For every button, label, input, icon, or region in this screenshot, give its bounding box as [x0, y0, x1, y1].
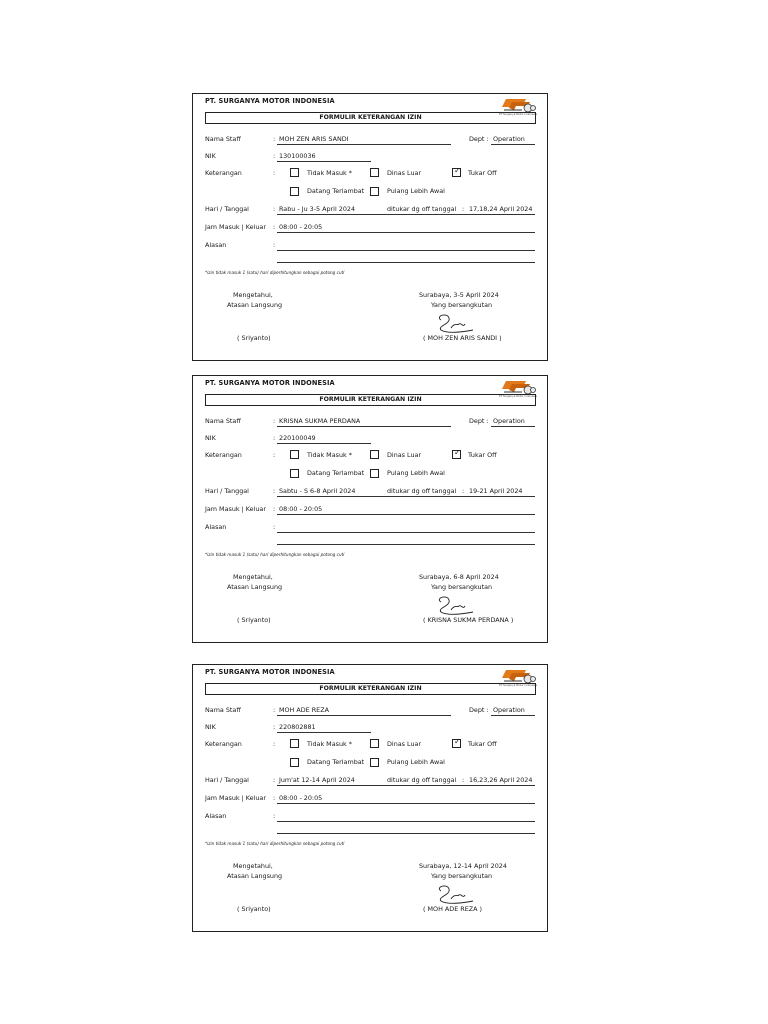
keterangan-colon: : [273, 451, 276, 459]
dept-underline [491, 715, 535, 716]
jam-label: Jam Masuk | Keluar [205, 223, 266, 231]
ditukar-value: 19-21 April 2024 [469, 487, 523, 495]
yang-bersangkutan-text: Yang bersangkutan [431, 872, 493, 880]
ditukar-value: 16,23,26 April 2024 [469, 776, 533, 784]
nama-staff-value: KRISNA SUKMA PERDANA [279, 417, 361, 425]
option-tukar-off-label: Tukar Off [468, 451, 497, 459]
form-title: FORMULIR KETERANGAN IZIN [205, 394, 536, 406]
nik-value: 220802881 [279, 723, 316, 731]
jam-label: Jam Masuk | Keluar [205, 794, 266, 802]
checkbox-tukar-off[interactable] [452, 739, 461, 748]
option-tukar-off-label: Tukar Off [468, 740, 497, 748]
keterangan-colon: : [273, 740, 276, 748]
nik-value: 220100049 [279, 434, 316, 442]
option-pulang-awal-label: Pulang Lebih Awal [387, 187, 445, 195]
ditukar-colon: : [462, 487, 465, 495]
nik-colon: : [273, 434, 276, 442]
jam-colon: : [273, 794, 276, 802]
checkbox-tidak-masuk[interactable] [290, 168, 299, 177]
nama-staff-value: MOH ZEN ARIS SANDI [279, 135, 349, 143]
logo-caption: PT Surganya Motor Indonesia [499, 684, 537, 687]
nik-underline [277, 443, 371, 444]
place-date-text: Surabaya, 6-8 April 2024 [419, 573, 499, 581]
option-tidak-masuk-label: Tidak Masuk * [307, 451, 352, 459]
hari-underline [277, 214, 535, 215]
checkbox-datang-terlambat[interactable] [290, 187, 299, 196]
nik-label: NIK [205, 723, 216, 731]
dept-value: Operation [493, 417, 525, 425]
nik-label: NIK [205, 434, 216, 442]
atasan-langsung-text: Atasan Langsung [227, 872, 283, 880]
company-name: PT. SURGANYA MOTOR INDONESIA [205, 97, 335, 105]
alasan-colon: : [273, 241, 276, 249]
nik-value: 130100036 [279, 152, 316, 160]
hari-tanggal-label: Hari / Tanggal [205, 205, 249, 213]
alasan-line-2[interactable] [277, 262, 535, 263]
jam-label: Jam Masuk | Keluar [205, 505, 266, 513]
keterangan-label: Keterangan [205, 451, 242, 459]
yang-bersangkutan-text: Yang bersangkutan [431, 583, 493, 591]
hari-underline [277, 785, 535, 786]
checkbox-dinas-luar[interactable] [370, 739, 379, 748]
check-mark-icon: ✓ [454, 166, 461, 175]
atasan-langsung-text: Atasan Langsung [227, 301, 283, 309]
form-note: *izin tidak masuk 1 (satu) hari diperhitungkan sebagai potong cuti [205, 552, 345, 557]
yang-bersangkutan-text: Yang bersangkutan [431, 301, 493, 309]
checkbox-tukar-off[interactable] [452, 168, 461, 177]
alasan-line-2[interactable] [277, 833, 535, 834]
leave-form-1 [192, 93, 548, 361]
staff-signature-icon [433, 312, 479, 336]
logo-caption: PT Surganya Motor Indonesia [499, 395, 537, 398]
nik-underline [277, 732, 371, 733]
form-title: FORMULIR KETERANGAN IZIN [205, 683, 536, 695]
alasan-line-2[interactable] [277, 544, 535, 545]
alasan-line-1[interactable] [277, 821, 535, 822]
nama-colon: : [273, 135, 276, 143]
checkbox-pulang-awal[interactable] [370, 469, 379, 478]
jam-underline [277, 232, 535, 233]
staff-name: ( MOH ZEN ARIS SANDI ) [423, 334, 502, 342]
nama-staff-label: Nama Staff [205, 417, 241, 425]
hari-tanggal-label: Hari / Tanggal [205, 487, 249, 495]
nik-colon: : [273, 152, 276, 160]
checkbox-datang-terlambat[interactable] [290, 758, 299, 767]
atasan-name: ( Sriyanto) [237, 616, 271, 624]
staff-name: ( KRISNA SUKMA PERDANA ) [423, 616, 514, 624]
hari-tanggal-value: Rabu - Ju 3-5 April 2024 [279, 205, 356, 213]
jam-underline [277, 514, 535, 515]
hari-tanggal-value: Sabtu - S 6-8 April 2024 [279, 487, 356, 495]
atasan-name: ( Sriyanto) [237, 334, 271, 342]
ditukar-colon: : [462, 205, 465, 213]
place-date-text: Surabaya, 3-5 April 2024 [419, 291, 499, 299]
staff-signature-icon [433, 883, 479, 907]
company-name: PT. SURGANYA MOTOR INDONESIA [205, 379, 335, 387]
nama-underline [277, 715, 451, 716]
nama-colon: : [273, 417, 276, 425]
check-mark-icon: ✓ [454, 448, 461, 457]
jam-colon: : [273, 223, 276, 231]
atasan-name: ( Sriyanto) [237, 905, 271, 913]
hari-tanggal-label: Hari / Tanggal [205, 776, 249, 784]
staff-signature-icon [433, 594, 479, 618]
option-pulang-awal-label: Pulang Lebih Awal [387, 758, 445, 766]
nama-colon: : [273, 706, 276, 714]
option-tidak-masuk-label: Tidak Masuk * [307, 740, 352, 748]
option-dinas-luar-label: Dinas Luar [387, 169, 422, 177]
alasan-colon: : [273, 523, 276, 531]
nik-label: NIK [205, 152, 216, 160]
hari-colon: : [273, 776, 276, 784]
nama-staff-value: MOH ADE REZA [279, 706, 329, 714]
dept-label: Dept : [469, 135, 489, 143]
mengetahui-text: Mengetahui, [233, 291, 273, 299]
option-tukar-off-label: Tukar Off [468, 169, 497, 177]
checkbox-dinas-luar[interactable] [370, 450, 379, 459]
jam-colon: : [273, 505, 276, 513]
form-note: *izin tidak masuk 1 (satu) hari diperhitungkan sebagai potong cuti [205, 270, 345, 275]
jam-value: 08:00 - 20:05 [279, 223, 323, 231]
hari-tanggal-value: Jum'at 12-14 April 2024 [279, 776, 355, 784]
option-dinas-luar-label: Dinas Luar [387, 451, 422, 459]
dept-label: Dept : [469, 417, 489, 425]
option-datang-terlambat-label: Datang Terlambat [307, 469, 365, 477]
ditukar-colon: : [462, 776, 465, 784]
jam-value: 08:00 - 20:05 [279, 794, 323, 802]
ditukar-value: 17,18,24 April 2024 [469, 205, 533, 213]
ditukar-label: ditukar dg off tanggal [387, 487, 457, 495]
leave-form-2 [192, 375, 548, 643]
nama-staff-label: Nama Staff [205, 706, 241, 714]
form-title: FORMULIR KETERANGAN IZIN [205, 112, 536, 124]
checkbox-datang-terlambat[interactable] [290, 469, 299, 478]
dept-underline [491, 144, 535, 145]
company-name: PT. SURGANYA MOTOR INDONESIA [205, 668, 335, 676]
mengetahui-text: Mengetahui, [233, 573, 273, 581]
hari-colon: : [273, 487, 276, 495]
dept-label: Dept : [469, 706, 489, 714]
checkbox-tidak-masuk[interactable] [290, 450, 299, 459]
nik-underline [277, 161, 371, 162]
ditukar-label: ditukar dg off tanggal [387, 776, 457, 784]
nama-underline [277, 426, 451, 427]
checkbox-pulang-awal[interactable] [370, 187, 379, 196]
place-date-text: Surabaya, 12-14 April 2024 [419, 862, 507, 870]
option-tidak-masuk-label: Tidak Masuk * [307, 169, 352, 177]
alasan-label: Alasan [205, 523, 227, 531]
jam-value: 08:00 - 20:05 [279, 505, 323, 513]
checkbox-dinas-luar[interactable] [370, 168, 379, 177]
ditukar-label: ditukar dg off tanggal [387, 205, 457, 213]
form-note: *izin tidak masuk 1 (satu) hari diperhitungkan sebagai potong cuti [205, 841, 345, 846]
checkbox-tidak-masuk[interactable] [290, 739, 299, 748]
option-dinas-luar-label: Dinas Luar [387, 740, 422, 748]
keterangan-colon: : [273, 169, 276, 177]
checkbox-pulang-awal[interactable] [370, 758, 379, 767]
alasan-label: Alasan [205, 812, 227, 820]
nama-staff-label: Nama Staff [205, 135, 241, 143]
leave-form-3 [192, 664, 548, 932]
checkbox-tukar-off[interactable] [452, 450, 461, 459]
option-datang-terlambat-label: Datang Terlambat [307, 187, 365, 195]
alasan-line-1[interactable] [277, 532, 535, 533]
nama-underline [277, 144, 451, 145]
dept-value: Operation [493, 706, 525, 714]
dept-value: Operation [493, 135, 525, 143]
jam-underline [277, 803, 535, 804]
atasan-langsung-text: Atasan Langsung [227, 583, 283, 591]
hari-colon: : [273, 205, 276, 213]
alasan-line-1[interactable] [277, 250, 535, 251]
option-pulang-awal-label: Pulang Lebih Awal [387, 469, 445, 477]
hari-underline [277, 496, 535, 497]
option-datang-terlambat-label: Datang Terlambat [307, 758, 365, 766]
staff-name: ( MOH ADE REZA ) [423, 905, 483, 913]
keterangan-label: Keterangan [205, 740, 242, 748]
logo-caption: PT Surganya Motor Indonesia [499, 113, 537, 116]
dept-underline [491, 426, 535, 427]
check-mark-icon: ✓ [454, 737, 461, 746]
mengetahui-text: Mengetahui, [233, 862, 273, 870]
alasan-colon: : [273, 812, 276, 820]
alasan-label: Alasan [205, 241, 227, 249]
keterangan-label: Keterangan [205, 169, 242, 177]
nik-colon: : [273, 723, 276, 731]
